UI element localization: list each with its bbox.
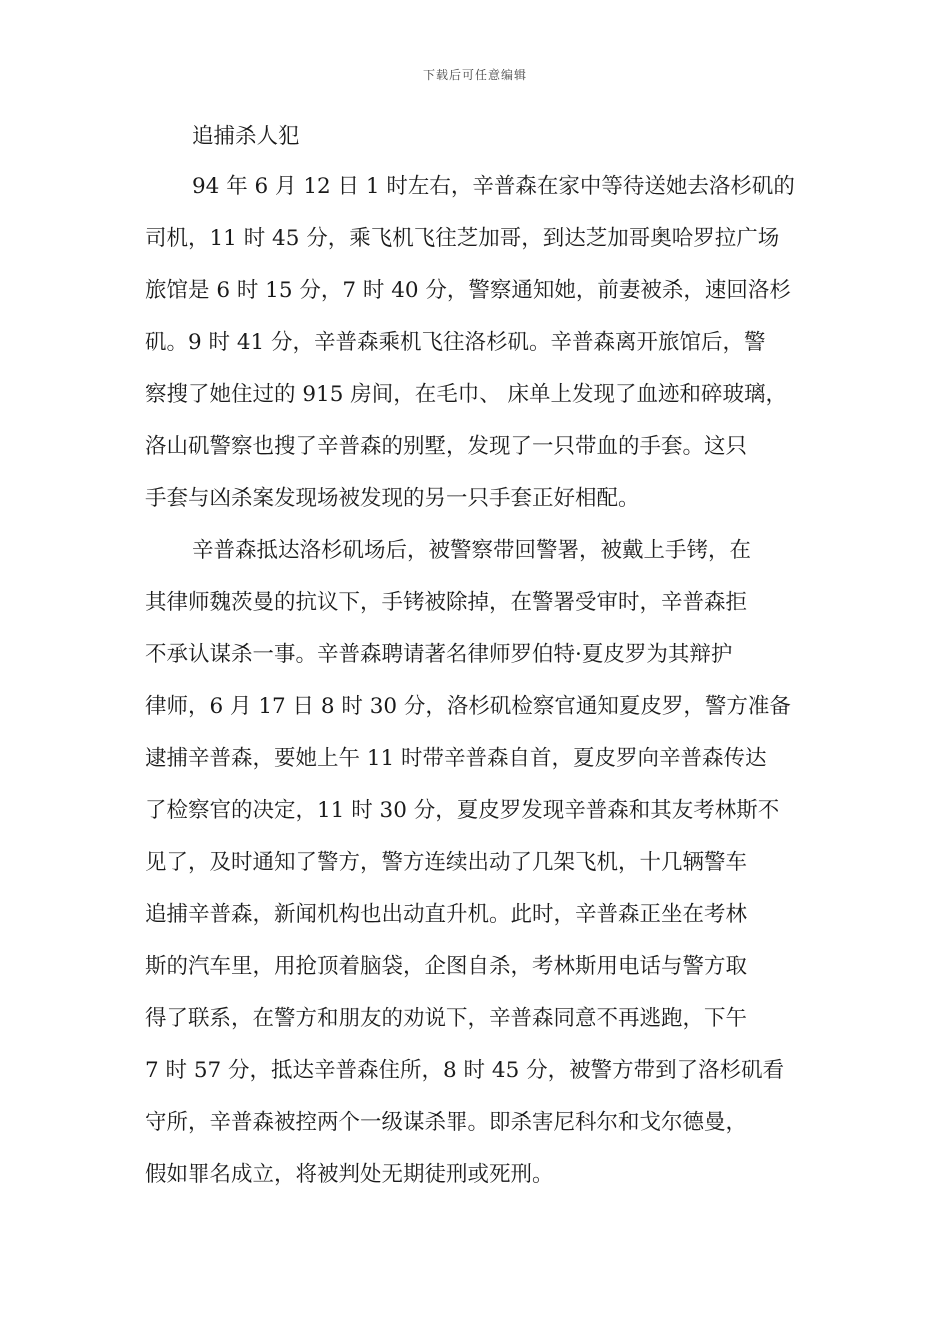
paragraph-2-line-3: 不承认谋杀一事。辛普森聘请著名律师罗伯特·夏皮罗为其辩护 — [145, 642, 733, 667]
paragraph-1-line-7: 手套与凶杀案发现场被发现的另一只手套正好相配。 — [145, 486, 640, 511]
header-note: 下载后可任意编辑 — [422, 68, 527, 82]
paragraph-1-line-3: 旅馆是 6 时 15 分，7 时 40 分，警察通知她，前妻被杀，速回洛杉 — [145, 278, 791, 303]
paragraph-2-line-5: 逮捕辛普森，要她上午 11 时带辛普森自首，夏皮罗向辛普森传达 — [145, 746, 767, 771]
paragraph-2-line-1: 辛普森抵达洛杉矶场后，被警察带回警署，被戴上手铐，在 — [192, 538, 752, 563]
paragraph-1-line-6: 洛山矶警察也搜了辛普森的别墅，发现了一只带血的手套。这只 — [145, 434, 748, 459]
document-body — [145, 170, 815, 1210]
paragraph-2-line-8: 追捕辛普森，新闻机构也出动直升机。此时，辛普森正坐在考林 — [145, 902, 748, 927]
paragraph-2-line-13: 假如罪名成立，将被判处无期徒刑或死刑。 — [145, 1162, 554, 1187]
paragraph-2-line-10: 得了联系，在警方和朋友的劝说下，辛普森同意不再逃跑，下午 — [145, 1006, 748, 1031]
paragraph-2-line-4: 律师，6 月 17 日 8 时 30 分，洛杉矶检察官通知夏皮罗，警方准备 — [145, 694, 791, 719]
paragraph-1-line-1: 94 年 6 月 12 日 1 时左右，辛普森在家中等待送她去洛杉矶的 — [192, 174, 795, 199]
paragraph-1-line-5: 察搜了她住过的 915 房间，在毛巾、 床单上发现了血迹和碎玻璃， — [145, 382, 788, 407]
paragraph-2-line-12: 守所，辛普森被控两个一级谋杀罪。即杀害尼科尔和戈尔德曼， — [145, 1110, 748, 1135]
paragraph-2-line-11: 7 时 57 分，抵达辛普森住所，8 时 45 分，被警方带到了洛杉矶看 — [145, 1058, 785, 1083]
paragraph-2-line-6: 了检察官的决定，11 时 30 分，夏皮罗发现辛普森和其友考林斯不 — [145, 798, 780, 823]
document-title: 追捕杀人犯 — [192, 124, 300, 149]
paragraph-2-line-2: 其律师魏茨曼的抗议下，手铐被除掉，在警署受审时，辛普森拒 — [145, 590, 748, 615]
paragraph-1-line-4: 矶。9 时 41 分，辛普森乘机飞往洛杉矶。辛普森离开旅馆后，警 — [145, 330, 766, 355]
paragraph-1-line-2: 司机，11 时 45 分，乘飞机飞往芝加哥，到达芝加哥奥哈罗拉广场 — [145, 226, 780, 251]
paragraph-2-line-9: 斯的汽车里，用抢顶着脑袋，企图自杀，考林斯用电话与警方取 — [145, 954, 748, 979]
paragraph-2-line-7: 见了，及时通知了警方，警方连续出动了几架飞机，十几辆警车 — [145, 850, 748, 875]
